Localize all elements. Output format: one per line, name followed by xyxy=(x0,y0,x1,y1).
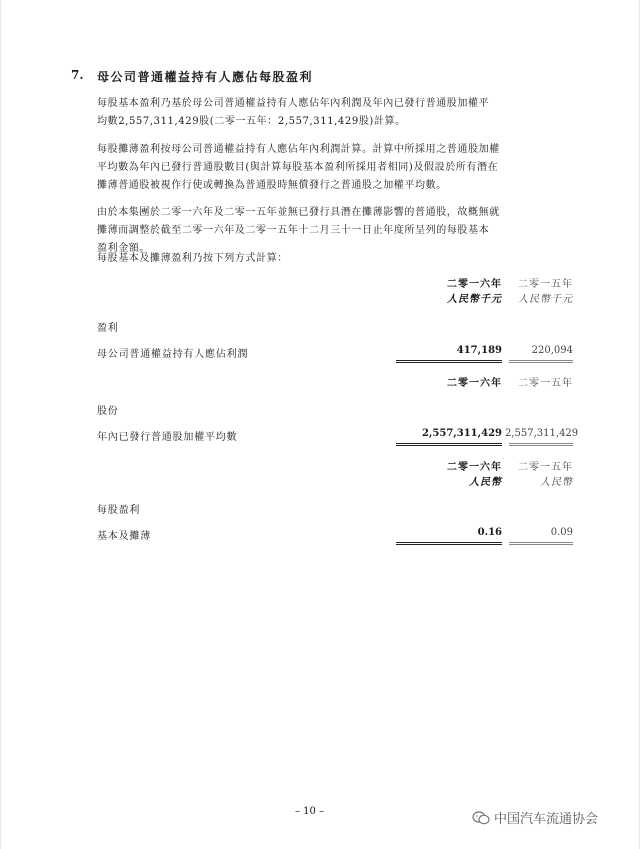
paragraph-calculation-intro xyxy=(97,250,577,268)
column-header-2015: 二零一五年 xyxy=(518,462,573,473)
shares-heading: 股份 xyxy=(97,406,119,417)
double-underline-2015 xyxy=(509,443,573,444)
paragraph-line: 每股攤薄盈利按母公司普通權益持有人應佔年內利潤計算。計算中所採用之普通股加權 xyxy=(97,144,500,155)
column-header-2016: 二零一六年 xyxy=(447,279,502,290)
section-number: 7. xyxy=(71,68,84,82)
paragraph-line: 攤薄普通股被視作行使或轉換為普通股時無償發行之普通股之加權平均數。 xyxy=(97,180,447,191)
double-underline-2015 xyxy=(509,360,573,361)
earnings-value-2015: 220,094 xyxy=(531,345,573,356)
page-number: – 10 – xyxy=(295,806,325,817)
eps-row-label: 基本及攤薄 xyxy=(97,531,151,542)
double-underline-2016 xyxy=(396,362,502,363)
earnings-row-label: 母公司普通權益持有人應佔利潤 xyxy=(97,349,249,360)
watermark-text: 中国汽车流通协会 xyxy=(494,812,599,827)
eps-value-2015: 0.09 xyxy=(550,527,573,538)
watermark xyxy=(472,808,598,827)
paragraph-line: 每股基本盈利乃基於母公司普通權益持有人應佔年內利潤及年內已發行普通股加權平 xyxy=(97,98,490,109)
column-unit-2015: 人民幣 xyxy=(540,477,573,488)
double-underline-2015 xyxy=(509,362,573,363)
paragraph-line: 由於本集團於二零一六年及二零一五年並無已發行具潛在攤薄影響的普通股，故概無就 xyxy=(97,207,500,218)
earnings-value-2016: 417,189 xyxy=(456,345,502,356)
column-unit-2016: 人民幣千元 xyxy=(447,294,502,305)
column-header-2016: 二零一六年 xyxy=(447,378,502,389)
double-underline-2015 xyxy=(509,544,573,545)
column-header-2015: 二零一五年 xyxy=(518,279,573,290)
double-underline-2016 xyxy=(396,360,502,361)
column-unit-2016: 人民幣 xyxy=(469,477,502,488)
shares-row-label: 年內已發行普通股加權平均數 xyxy=(97,432,238,443)
section-title: 母公司普通權益持有人應佔每股盈利 xyxy=(97,70,314,84)
earnings-heading: 盈利 xyxy=(97,323,119,334)
wechat-icon xyxy=(472,811,490,825)
paragraph-line: 平均數為年內已發行普通股數目(與計算每股基本盈利所採用者相同)及假設於所有潛在 xyxy=(97,162,499,173)
shares-value-2016: 2,557,311,429 xyxy=(421,428,502,439)
column-header-2015: 二零一五年 xyxy=(518,378,573,389)
paragraph-line: 攤薄而調整於截至二零一六年及二零一五年十二月三十一日止年度所呈列的每股基本 xyxy=(97,225,490,236)
paragraph-line: 每股基本及攤薄盈利乃按下列方式計算： xyxy=(97,253,288,264)
paragraph-line: 盈利金額。 xyxy=(97,243,150,254)
paragraph-diluted-eps xyxy=(97,141,577,195)
column-unit-2015: 人民幣千元 xyxy=(518,294,573,305)
eps-value-2016: 0.16 xyxy=(477,527,502,538)
double-underline-2015 xyxy=(509,542,573,543)
column-header-2016: 二零一六年 xyxy=(447,462,502,473)
double-underline-2016 xyxy=(396,542,502,543)
double-underline-2016 xyxy=(396,544,502,545)
eps-heading: 每股盈利 xyxy=(97,505,141,516)
paragraph-line: 均數2,557,311,429股(二零一五年：2,557,311,429股)計算。 xyxy=(97,116,406,127)
double-underline-2015 xyxy=(509,445,573,446)
paragraph-basic-eps xyxy=(97,95,577,131)
shares-value-2015: 2,557,311,429 xyxy=(505,428,579,439)
double-underline-2016 xyxy=(396,443,502,444)
double-underline-2016 xyxy=(396,445,502,446)
